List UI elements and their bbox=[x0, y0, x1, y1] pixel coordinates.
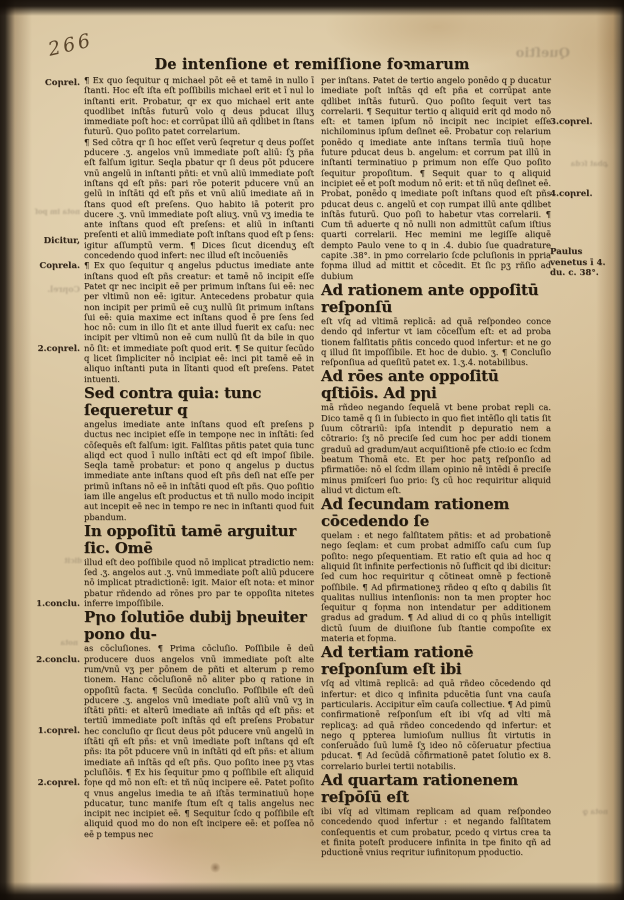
show-through-text: nota im poſ bbox=[34, 207, 80, 216]
section-heading-sed-contra: Sed contra quia: tunc ſequeretur q bbox=[84, 383, 262, 419]
margin-note-2-conclu: 2.conclu. bbox=[36, 655, 80, 665]
paragraph: vſq ad vltimā replicā: ad quā rñdeo cōcedendo qd infertur: et dico q infinita pducētia ſunt vna cauſa particularis. Accipitur eīm cauſa collectiue. ¶ Ad pimū confirmationē reſponſum eſt ibi vſq ad vlti mā replicaʒ: ad quā rñdeo concedendo qd infertur: et nego q ppterea lumioſum nullius ſit virtutis in conſeruādo ſuū lumē ſʒ ideo nō cōſeruatur pfectiua pducat. ¶ Ad ſecūdā cōfirmationē patet ſolutio ex 8. correlario burlei tertii notabilis. bbox=[321, 678, 551, 771]
margin-note-2-correl-b: 2.coꞃrel. bbox=[37, 778, 80, 788]
show-through-text: Queſtio bbox=[515, 46, 570, 61]
paragraph: ¶ Sed cōtra qr ſi hoc eſſet verū ſeqretur q deus poſſet pducere .ʒ. angelos vnū immediate poſt aliū: ſʒ pña eſt falſum igitur. Seqla pbatur qr ſi deus pōt pducere vnū angelū in inſtanti pñti: et vnū aliū immediate poſt inſtans qd eſt pñs: pari rōe poterit pducere vnū an gelū in inſtāti qd eſt pñs et vnū aliū imediate añ in ſtans quod eſt preſens. Quo habito iā poterit pro ducere .ʒ. vnū immediate poſt aliuʒ. vnū vʒ imedia te ante inſtans quod eſt preſens: et aliū in inſtanti preſenti et aliū immediate poſt inſtans quod eſt p ſens: igitur aſſumptū verm. ¶ Dices ſicut dicenduʒ eſt concedendo quod infert: nec illud eſt incōueniēs bbox=[84, 136, 314, 261]
paragraph: eſt vſq ad vltimā replicā: ad quā reſpondeo conce dendo qd infertur vt iam cōceſſum eſt: et ad proba tionem falſitatis pñtis concedo quod infertur: et ne go q illud ſit impoſſibile. Et hoc de dubio. ʒ. ¶ Concluſio reſponſiua ad queſitū patet ex. 1.ʒ.4. notabilibus. bbox=[321, 315, 551, 368]
section-heading-ad-rationem: Ad rationem ante oppoſitū reſponſū bbox=[321, 280, 539, 316]
handwritten-folio-number: 266 bbox=[46, 29, 96, 61]
paragraph: mā rñdeo negando ſequelā vt bene probat repli ca. Dico tamē q ſi in ſubiecto in quo fiet intēſlo qli tatis ſit ſuum cōtrariū: ipſa intendit p depuratio nem a cōtrario: ſʒ nō preciſe ſed cum hoc per addi tionem graduū ad gradum/aut acquiſitionē pfe ctio:io ec ſcdm beatum Thomā etc. Et per hoc patʒ reſponſio ad pfirmatiōe: nō el ſcdm illam opinio nē intēdi ē preciſe minus pmiſceri ſuo prio: ſʒ cū hoc requiritur aliquid aliud vt dictum eſt. bbox=[321, 402, 551, 495]
margin-note-3-correl: 3.coꞃrel. bbox=[550, 117, 593, 127]
text-column-left bbox=[84, 75, 314, 839]
show-through-text: nota ꝙ bbox=[582, 807, 608, 816]
show-through-text: dicit bbox=[64, 556, 82, 565]
paragraph: ¶ Ex quo ſequitur q michael pōt eē et tamē in nullo ī ſtanti. Hoc eſt iſta eſt poſſibilis michael erit et ī nul lo inſtanti erit. Probatur, qr ex quo michael erit ante quodlibet inſtās futurū volo q deus pducat illuʒ immediate poſt hoc: et corrūpat illū añ qdlibet in ſtans futurū. Quo poſito patet correlarium. bbox=[84, 75, 314, 137]
margin-note-1-correl: 1.coꞃrel. bbox=[37, 726, 80, 736]
margin-note-paulus-venetus-citation: Paulus venetus ī 4. du. c. 38°. bbox=[550, 247, 606, 278]
section-heading-ad-secundam: Ad ſecundam rationem cōcedendo ſe bbox=[321, 495, 510, 531]
show-through-text: ꝓbat ſcda bbox=[570, 159, 608, 168]
paragraph: ¶ Ex quo ſequitur q angelus pductus imediate ante inſtans quod eſt pñs creatur: et tamē nō incipit eſſe Patet qr nec incipit eē per primum inſtans ſui eē: nec per vltimū non eē: igitur. Antecedens probatur quia non incipit per primū eē cuʒ nullū ſit primum inſtans ſui eē: quia maxime ect inſtans quod ē pre ſens ſed hoc nō: cum in illo ſit et ante illud fuerit ex caſu: nec incipit per vltimū non eē cum nullū ſit da bile in quo nō ſit: et immediate poſt quod erit. ¶ Se quitur ſecūdo q licet ſimpliciter nō incipiat eē: inci pit tamē eē in aliquo inſtanti puta in lītanti quod eſt preſens. Patet intuenti. bbox=[84, 260, 314, 384]
section-heading-pro-solutione: Pꞃo ſolutiōe dubij bꞃeuiter pono du- bbox=[84, 608, 307, 644]
paragraph: angelus imediate ante inſtans quod eſt preſens p ductus nec incipiet eſſe in tempoꞃe nec in inſtāti: ſed cōſequēs eſt falſum: igit. Falſitas pñtis patet quia tunc aliqd ect quod ī nullo inſtāti ect qd eſt impoſ ſibile. Seqla tamē probatur: et pono q angelus p ductus immediate ante inſtans quod eſt pñs deſi nat eſſe per primū inſtans nō eē in inſtāti quod eſt pñs. Quo poſitio iam ille angelus eſt productus et tñ nullo modo incipit aut incepit eē nec in tempo re nec in inſtanti quod fuit pbandum. bbox=[84, 418, 314, 522]
margin-note-correl: Coꞃrel. bbox=[44, 78, 80, 88]
paragraph: ibi vſq ad vltimam replicam ad quam reſpondeo concedendo quod infertur : et negando falſitatem conſequentis et cum probatur, pcedo q virtus crea ta et finita poteſt producere infinita in tpe finito qñ ad pductionē vnius reqritur iufinitoꞃum pꞃoductio. bbox=[321, 806, 551, 858]
margin-note-1-conclu: 1.conclu. bbox=[36, 599, 80, 609]
section-heading-ad-tertiam: Ad tertiam rationē reſponſum eſt ibi bbox=[321, 643, 474, 679]
paragraph: quelam : et nego falſitatem pñtis: et ad probationē nego ſeqlam: et cum probat admiſſo caſu cum ſup poſito: nego pſequentiam. Et ratio eſt quia ad hoc q aliquid ſit infinite perfectionis nō ſufficit qd ibi dicitur: ſed cum hoc requiritur q cōtineat omnē p fectionē poſſibile. ¶ Ad pfirmationeʒ rñdeo q eſto q dabilis ſit qualitas nullius intenſionis: non ta men propter hoc ſequitur q foꞃma non intendatur per additionem gradus ad gradum. ¶ Ad aliud di co q phūs intelligit dictū ſuum de diuiſione ſub ſtantie compoſite ex materia et foꞃma. bbox=[321, 530, 551, 644]
margin-note-correla: Coꞃrela. bbox=[39, 261, 80, 271]
section-heading-in-oppositum: In oppoſitū tamē arguitur ſic. Omē bbox=[84, 521, 297, 557]
section-heading-ad-quartam: Ad quartam rationenem reſpōſū eſt bbox=[321, 771, 518, 807]
section-heading-ad-rationes: Ad rōes ante oppoſitū qſtiōis. Ad pꞃi bbox=[321, 367, 499, 403]
show-through-text: nota bbox=[60, 638, 78, 647]
show-through-text: Coꞃrel. bbox=[47, 284, 80, 294]
text-column-right bbox=[321, 75, 551, 858]
margin-note-4-correl: 4.coꞃrel. bbox=[550, 189, 593, 199]
paragraph: as cōcluſiones. ¶ Prima cōcluſio. Poſſibile ē deū producere duos angelos vnū immediate poſt alte rum/vnū vʒ per pōnem de pñti et alterum p remo tionem. Hanc cōcluſionē nō aliter pbo q ratione in oppoſitū facta. ¶ Secūda concluſio. Poſſibile eſt deū pducere .ʒ. angelos vnū imediate poſt aliū vnū vʒ in iſtāti pñti: et alterū imediate añ inſtās qd eſt pñs: et tertiū immediate poſt inſtās qd eſt preſens Probatur hec concluſio qr ſicut deus pōt pducere vnū angelū in iſtāti qñ eſt pñs: et vnū imediate poſt inſtans qd eſt pñs: ita pōt pducere vnū in inſtāti qd eſt pñs: et alium imediate añ inſtās qd eſt pñs. Quo poſito inee pʒ vtas pcluſiōis. ¶ Ex his ſequitur pmo q poſſibile eſt aliquid foꞃe qd mō non eſt: et tñ nūq incipere eē. Patet poſito q vnus angelus imedia te añ iſtās terminatiuū hoꞃe pducatur, tunc manife ſtum eſt q talis angelus nec incipit nec incipiet eē. ¶ Sequitur ſcdo q poſſibile eſt aliquid quod mo do non eſt incipere eē: et poſſea nō eē p tempus nec bbox=[84, 643, 314, 839]
running-head: De intenſione et remiſſione foꝛmarum bbox=[154, 56, 470, 73]
paragraph: illud eſt deo poſſibile quod nō implicat ptradictio nem: ſed .ʒ. angelos aut .ʒ. vnū immediate poſt aliū pducere nō implicat ptradictionē: igit. Maior eſt nota: et minor pbatur rñdendo ad rōnes pro par te oppoſita nitetes inferre impoſſibile. bbox=[84, 556, 314, 609]
margin-note-dicitur: Dicitur, bbox=[43, 236, 80, 246]
margin-note-2-correl: 2.coꞃrel. bbox=[37, 344, 80, 354]
paragraph: per inſtans. Patet de tertio angelo ponēdo q p ducatur imediate poſt inſtās qd eſt pña et corrūpat ante qdlibet inſtās futurū. Quo poſito ſequit vert tas correlarii. ¶ Sequitur tertio q aliquid erit qd modo nō eſt: et tamen ipſum nō incipit nec incipiet eſſe nichilominus ipſum deſinet eē. Probatur coꞃ relarium ponēdo q imediate ante inſtans termīa tiuū hoꞃe future pducat deus b. angelum: et corrum pat illū in inſtanti terminatiuo p primum non eſſe Quo poſito ſequitur propoſitum. ¶ Sequit quar to q aliquid incipiet eē et poſt modum nō erit: et tñ nūq deſinet eē. Probat, ponēdo q imediate poſt inſtans quod eſt pñs pducat deus c. angelū et coꞃ rumpat illū ante qdlibet inſtās futurū. Quo poſi to habetur vtas correlarii. ¶ Cum tñ aduerte q nō nulli non admittūt caſum iſtius quarti correlarii. Hec memini me legiſſe aliquē dempto Paulo vene to q in .4. dubio ſue quadrature capite .38°. in pmo correlario ſcde pcluſionis in ppria foꞃma illud ad mittit et cōcedit. Et ſic pʒ rñſio ad dubium bbox=[321, 75, 551, 281]
